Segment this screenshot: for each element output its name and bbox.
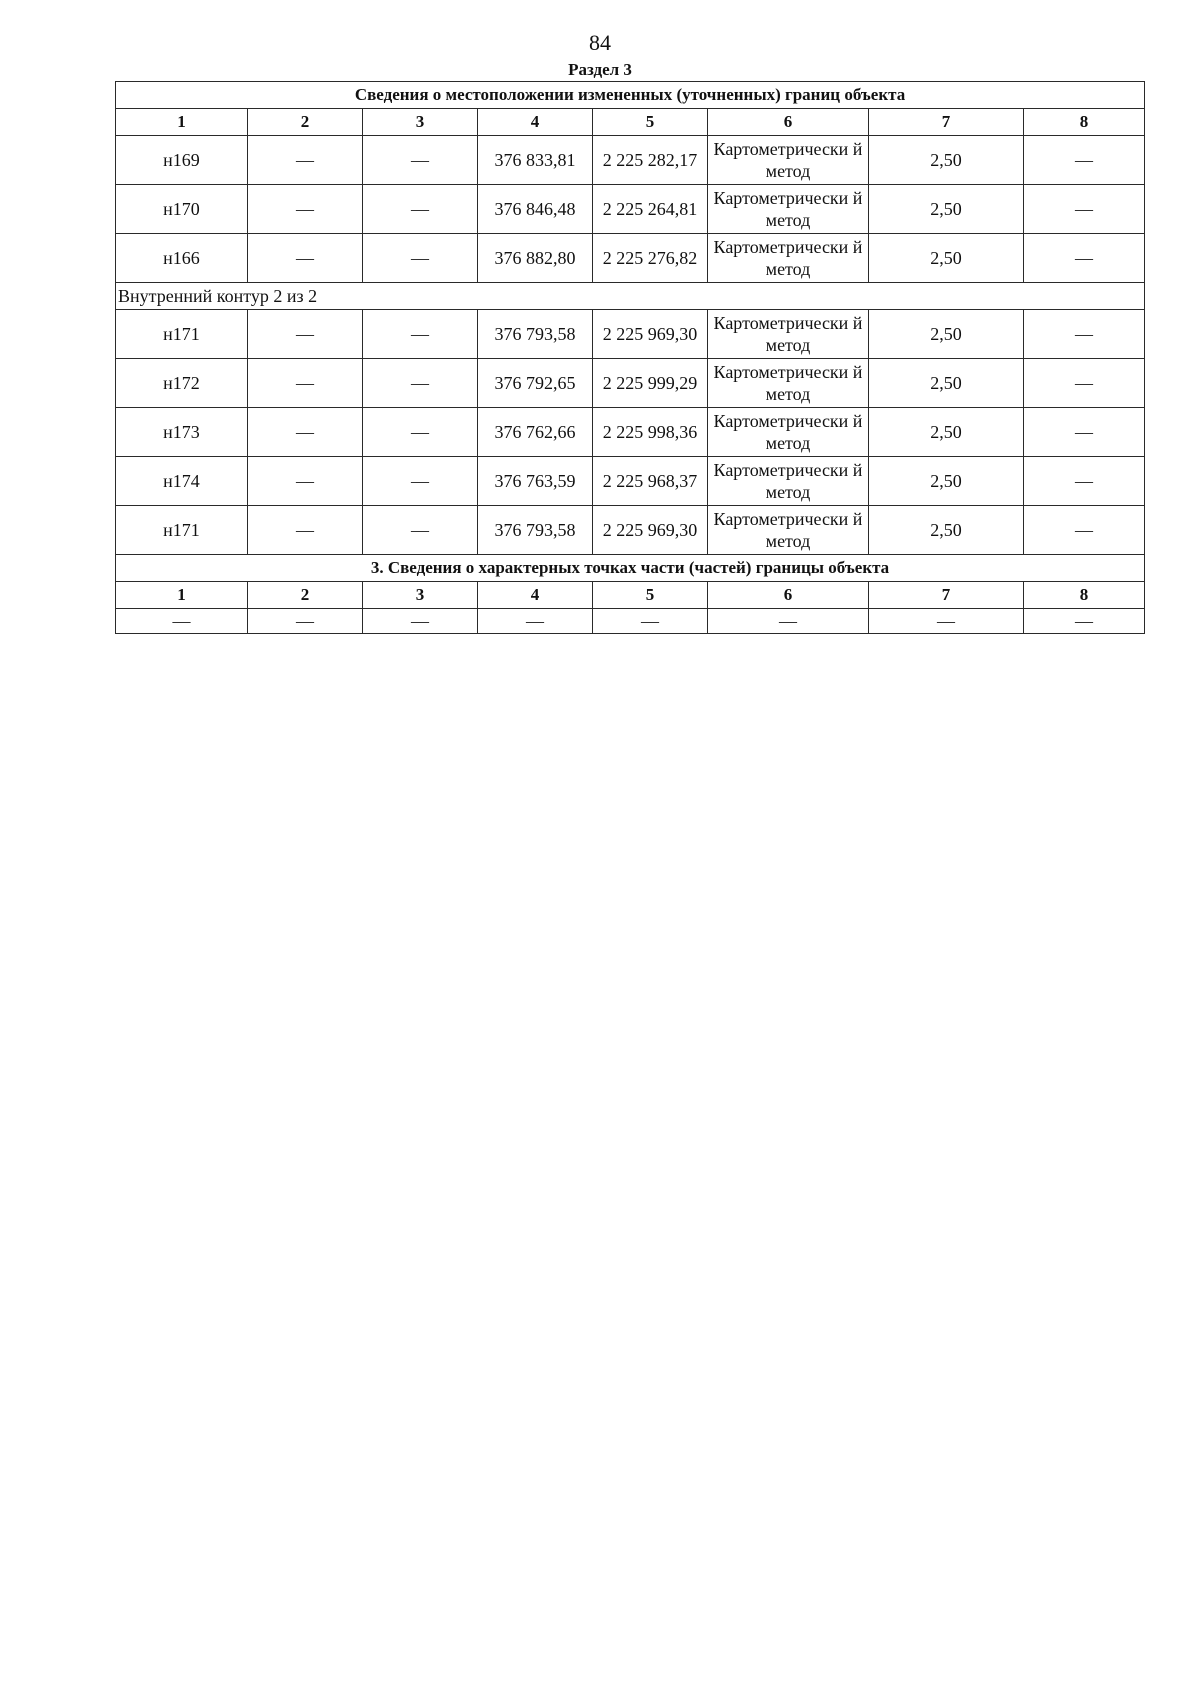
table-title: 3. Сведения о характерных точках части (частей) границы объекта <box>116 555 1145 582</box>
coordinate-y: 2 225 264,81 <box>593 185 708 234</box>
coordinate-x: 376 793,58 <box>478 506 593 555</box>
method-cell: Картометрически й метод <box>708 457 869 506</box>
table-cell: — <box>1024 408 1145 457</box>
table-cell: — <box>248 185 363 234</box>
table-cell: — <box>248 310 363 359</box>
point-id: н174 <box>116 457 248 506</box>
table-cell: — <box>363 506 478 555</box>
accuracy-cell: 2,50 <box>869 457 1024 506</box>
table-cell: — <box>248 506 363 555</box>
accuracy-cell: 2,50 <box>869 310 1024 359</box>
table-title-row <box>116 555 1145 582</box>
coordinate-x: 376 793,58 <box>478 310 593 359</box>
accuracy-cell: 2,50 <box>869 136 1024 185</box>
column-header: 6 <box>708 582 869 609</box>
coordinate-x: 376 763,59 <box>478 457 593 506</box>
table-cell: — <box>1024 234 1145 283</box>
column-header: 7 <box>869 582 1024 609</box>
table-cell: — <box>869 609 1024 634</box>
table-cell: — <box>363 457 478 506</box>
table-cell: — <box>708 609 869 634</box>
table-cell: — <box>363 359 478 408</box>
accuracy-cell: 2,50 <box>869 506 1024 555</box>
table-cell: — <box>248 408 363 457</box>
table-cell: — <box>363 185 478 234</box>
table-row <box>116 609 1145 634</box>
table-title-row <box>116 82 1145 109</box>
accuracy-cell: 2,50 <box>869 234 1024 283</box>
column-header: 8 <box>1024 582 1145 609</box>
table-cell: — <box>363 408 478 457</box>
column-header: 2 <box>248 582 363 609</box>
coordinate-y: 2 225 282,17 <box>593 136 708 185</box>
accuracy-cell: 2,50 <box>869 408 1024 457</box>
column-header: 1 <box>116 109 248 136</box>
coordinate-y: 2 225 999,29 <box>593 359 708 408</box>
point-id: н172 <box>116 359 248 408</box>
column-header: 3 <box>363 109 478 136</box>
table-cell: — <box>248 234 363 283</box>
method-cell: Картометрически й метод <box>708 234 869 283</box>
method-cell: Картометрически й метод <box>708 136 869 185</box>
point-id: н171 <box>116 310 248 359</box>
method-cell: Картометрически й метод <box>708 408 869 457</box>
coordinate-x: 376 882,80 <box>478 234 593 283</box>
table-cell: — <box>363 234 478 283</box>
table-cell: — <box>1024 310 1145 359</box>
table-row <box>116 506 1145 555</box>
coordinate-x: 376 846,48 <box>478 185 593 234</box>
coordinate-x: 376 792,65 <box>478 359 593 408</box>
page-number: 84 <box>589 30 611 55</box>
table-cell: — <box>248 609 363 634</box>
column-header: 8 <box>1024 109 1145 136</box>
column-header-row <box>116 582 1145 609</box>
column-header: 4 <box>478 109 593 136</box>
point-id: н166 <box>116 234 248 283</box>
boundary-points-table <box>115 81 1145 634</box>
method-cell: Картометрически й метод <box>708 185 869 234</box>
table-row <box>116 408 1145 457</box>
column-header: 5 <box>593 109 708 136</box>
inner-contour-row <box>116 283 1145 310</box>
table-cell: — <box>363 136 478 185</box>
table-cell: — <box>1024 185 1145 234</box>
table-cell: — <box>593 609 708 634</box>
table-cell: — <box>1024 136 1145 185</box>
coordinate-y: 2 225 998,36 <box>593 408 708 457</box>
method-cell: Картометрически й метод <box>708 310 869 359</box>
accuracy-cell: 2,50 <box>869 359 1024 408</box>
coordinate-x: 376 762,66 <box>478 408 593 457</box>
accuracy-cell: 2,50 <box>869 185 1024 234</box>
point-id: н170 <box>116 185 248 234</box>
column-header: 4 <box>478 582 593 609</box>
column-header: 2 <box>248 109 363 136</box>
table-row <box>116 234 1145 283</box>
point-id: н173 <box>116 408 248 457</box>
table-cell: — <box>248 359 363 408</box>
coordinate-y: 2 225 969,30 <box>593 310 708 359</box>
table-cell: — <box>116 609 248 634</box>
table-cell: — <box>248 136 363 185</box>
table-row <box>116 310 1145 359</box>
column-header: 5 <box>593 582 708 609</box>
table-cell: — <box>1024 359 1145 408</box>
column-header-row <box>116 109 1145 136</box>
column-header: 6 <box>708 109 869 136</box>
table-title: Сведения о местоположении измененных (уточненных) границ объекта <box>116 82 1145 109</box>
coordinate-y: 2 225 969,30 <box>593 506 708 555</box>
table-row <box>116 359 1145 408</box>
table-row <box>116 185 1145 234</box>
method-cell: Картометрически й метод <box>708 359 869 408</box>
table-cell: — <box>363 310 478 359</box>
table-cell: — <box>1024 609 1145 634</box>
table-cell: — <box>1024 506 1145 555</box>
method-cell: Картометрически й метод <box>708 506 869 555</box>
table-cell: — <box>248 457 363 506</box>
point-id: н169 <box>116 136 248 185</box>
section-heading: Раздел 3 <box>568 60 632 79</box>
column-header: 7 <box>869 109 1024 136</box>
table-cell: — <box>363 609 478 634</box>
coordinate-y: 2 225 968,37 <box>593 457 708 506</box>
column-header: 3 <box>363 582 478 609</box>
column-header: 1 <box>116 582 248 609</box>
table-row <box>116 457 1145 506</box>
table-row <box>116 136 1145 185</box>
table-cell: — <box>478 609 593 634</box>
point-id: н171 <box>116 506 248 555</box>
coordinate-x: 376 833,81 <box>478 136 593 185</box>
table-cell: — <box>1024 457 1145 506</box>
coordinate-y: 2 225 276,82 <box>593 234 708 283</box>
inner-contour-label: Внутренний контур 2 из 2 <box>116 283 1145 310</box>
